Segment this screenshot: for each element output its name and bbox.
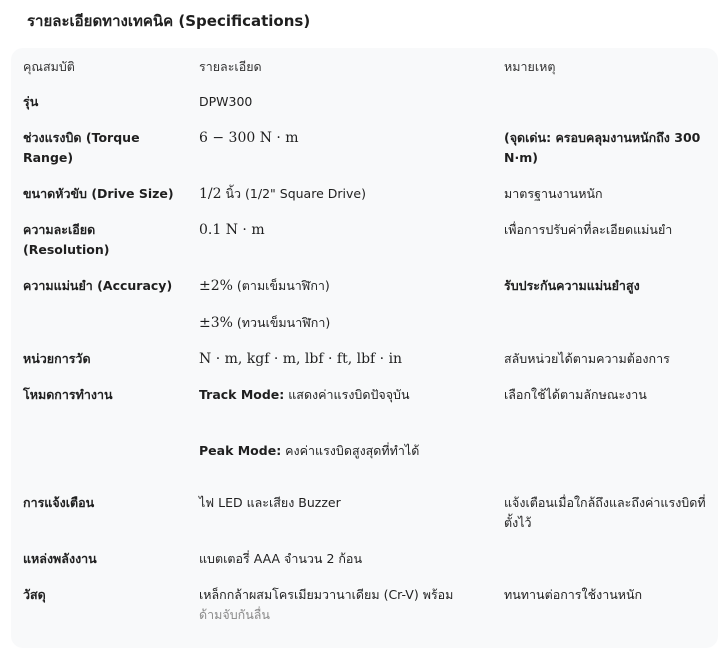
- detail-alert: ไฟ LED และเสียง Buzzer: [199, 495, 341, 510]
- feature-modes: โหมดการทำงาน: [23, 387, 113, 402]
- detail-units: N · m, kgf · m, lbf · ft, lbf · in: [199, 351, 403, 367]
- detail-accuracy-ccw: [199, 313, 494, 333]
- material-desc: เหล็กกล้าผสมโครเมียมวานาเดียม (Cr-V) พร้อม: [199, 587, 454, 602]
- detail-peak-mode: [199, 441, 494, 461]
- feature-power: แหล่งพลังงาน: [23, 551, 97, 566]
- detail-accuracy-cw: [199, 276, 494, 296]
- peak-mode-label: Peak Mode:: [199, 443, 282, 458]
- material-desc-cont: ด้ามจับกันลื่น: [199, 607, 270, 622]
- feature-units: หน่วยการวัด: [23, 351, 91, 366]
- header-detail: รายละเอียด: [199, 59, 262, 74]
- header-note: หมายเหตุ: [504, 59, 556, 74]
- feature-alert: การแจ้งเตือน: [23, 495, 95, 510]
- note-units: สลับหน่วยได้ตามความต้องการ: [504, 351, 670, 366]
- detail-power: แบตเตอรี่ AAA จำนวน 2 ก้อน: [199, 551, 362, 566]
- note-drive-size: มาตรฐานงานหนัก: [504, 186, 603, 201]
- detail-material: [199, 585, 494, 625]
- note-modes: เลือกใช้ได้ตามลักษณะงาน: [504, 387, 647, 402]
- peak-mode-desc: คงค่าแรงบิดสูงสุดที่ทำได้: [281, 443, 420, 458]
- detail-drive-size: [199, 184, 494, 204]
- drive-size-desc: นิ้ว (1/2" Square Drive): [221, 186, 366, 201]
- header-feature: คุณสมบัติ: [23, 59, 75, 74]
- page-title: รายละเอียดทางเทคนิค (Specifications): [27, 12, 311, 30]
- detail-model: DPW300: [199, 94, 253, 109]
- drive-size-value: 1/2: [199, 186, 222, 202]
- accuracy-ccw-value: ±3%: [199, 315, 233, 331]
- feature-resolution: ความละเอียด (Resolution): [23, 222, 110, 257]
- detail-resolution: 0.1 N · m: [199, 222, 265, 238]
- note-torque-range: (จุดเด่น: ครอบคลุมงานหนักถึง 300 N·m): [504, 130, 701, 165]
- feature-torque-range: ช่วงแรงบิด (Torque Range): [23, 130, 140, 165]
- feature-model: รุ่น: [23, 94, 39, 109]
- track-mode-desc: แสดงค่าแรงบิดปัจจุบัน: [284, 387, 410, 402]
- note-accuracy: รับประกันความแม่นยำสูง: [504, 278, 640, 293]
- accuracy-ccw-desc: (ทวนเข็มนาฬิกา): [232, 315, 331, 330]
- note-material: ทนทานต่อการใช้งานหนัก: [504, 587, 643, 602]
- accuracy-cw-desc: (ตามเข็มนาฬิกา): [232, 278, 330, 293]
- feature-material: วัสดุ: [23, 587, 46, 602]
- detail-track-mode: [199, 385, 494, 405]
- detail-torque-range: 6 − 300 N · m: [199, 130, 299, 146]
- note-alert: แจ้งเตือนเมื่อใกล้ถึงและถึงค่าแรงบิดที่ตั้งไว้: [504, 495, 706, 530]
- note-resolution: เพื่อการปรับค่าที่ละเอียดแม่นยำ: [504, 222, 673, 237]
- feature-accuracy: ความแม่นยำ (Accuracy): [23, 278, 173, 293]
- feature-drive-size: ขนาดหัวขับ (Drive Size): [23, 186, 174, 201]
- track-mode-label: Track Mode:: [199, 387, 285, 402]
- accuracy-cw-value: ±2%: [199, 278, 233, 294]
